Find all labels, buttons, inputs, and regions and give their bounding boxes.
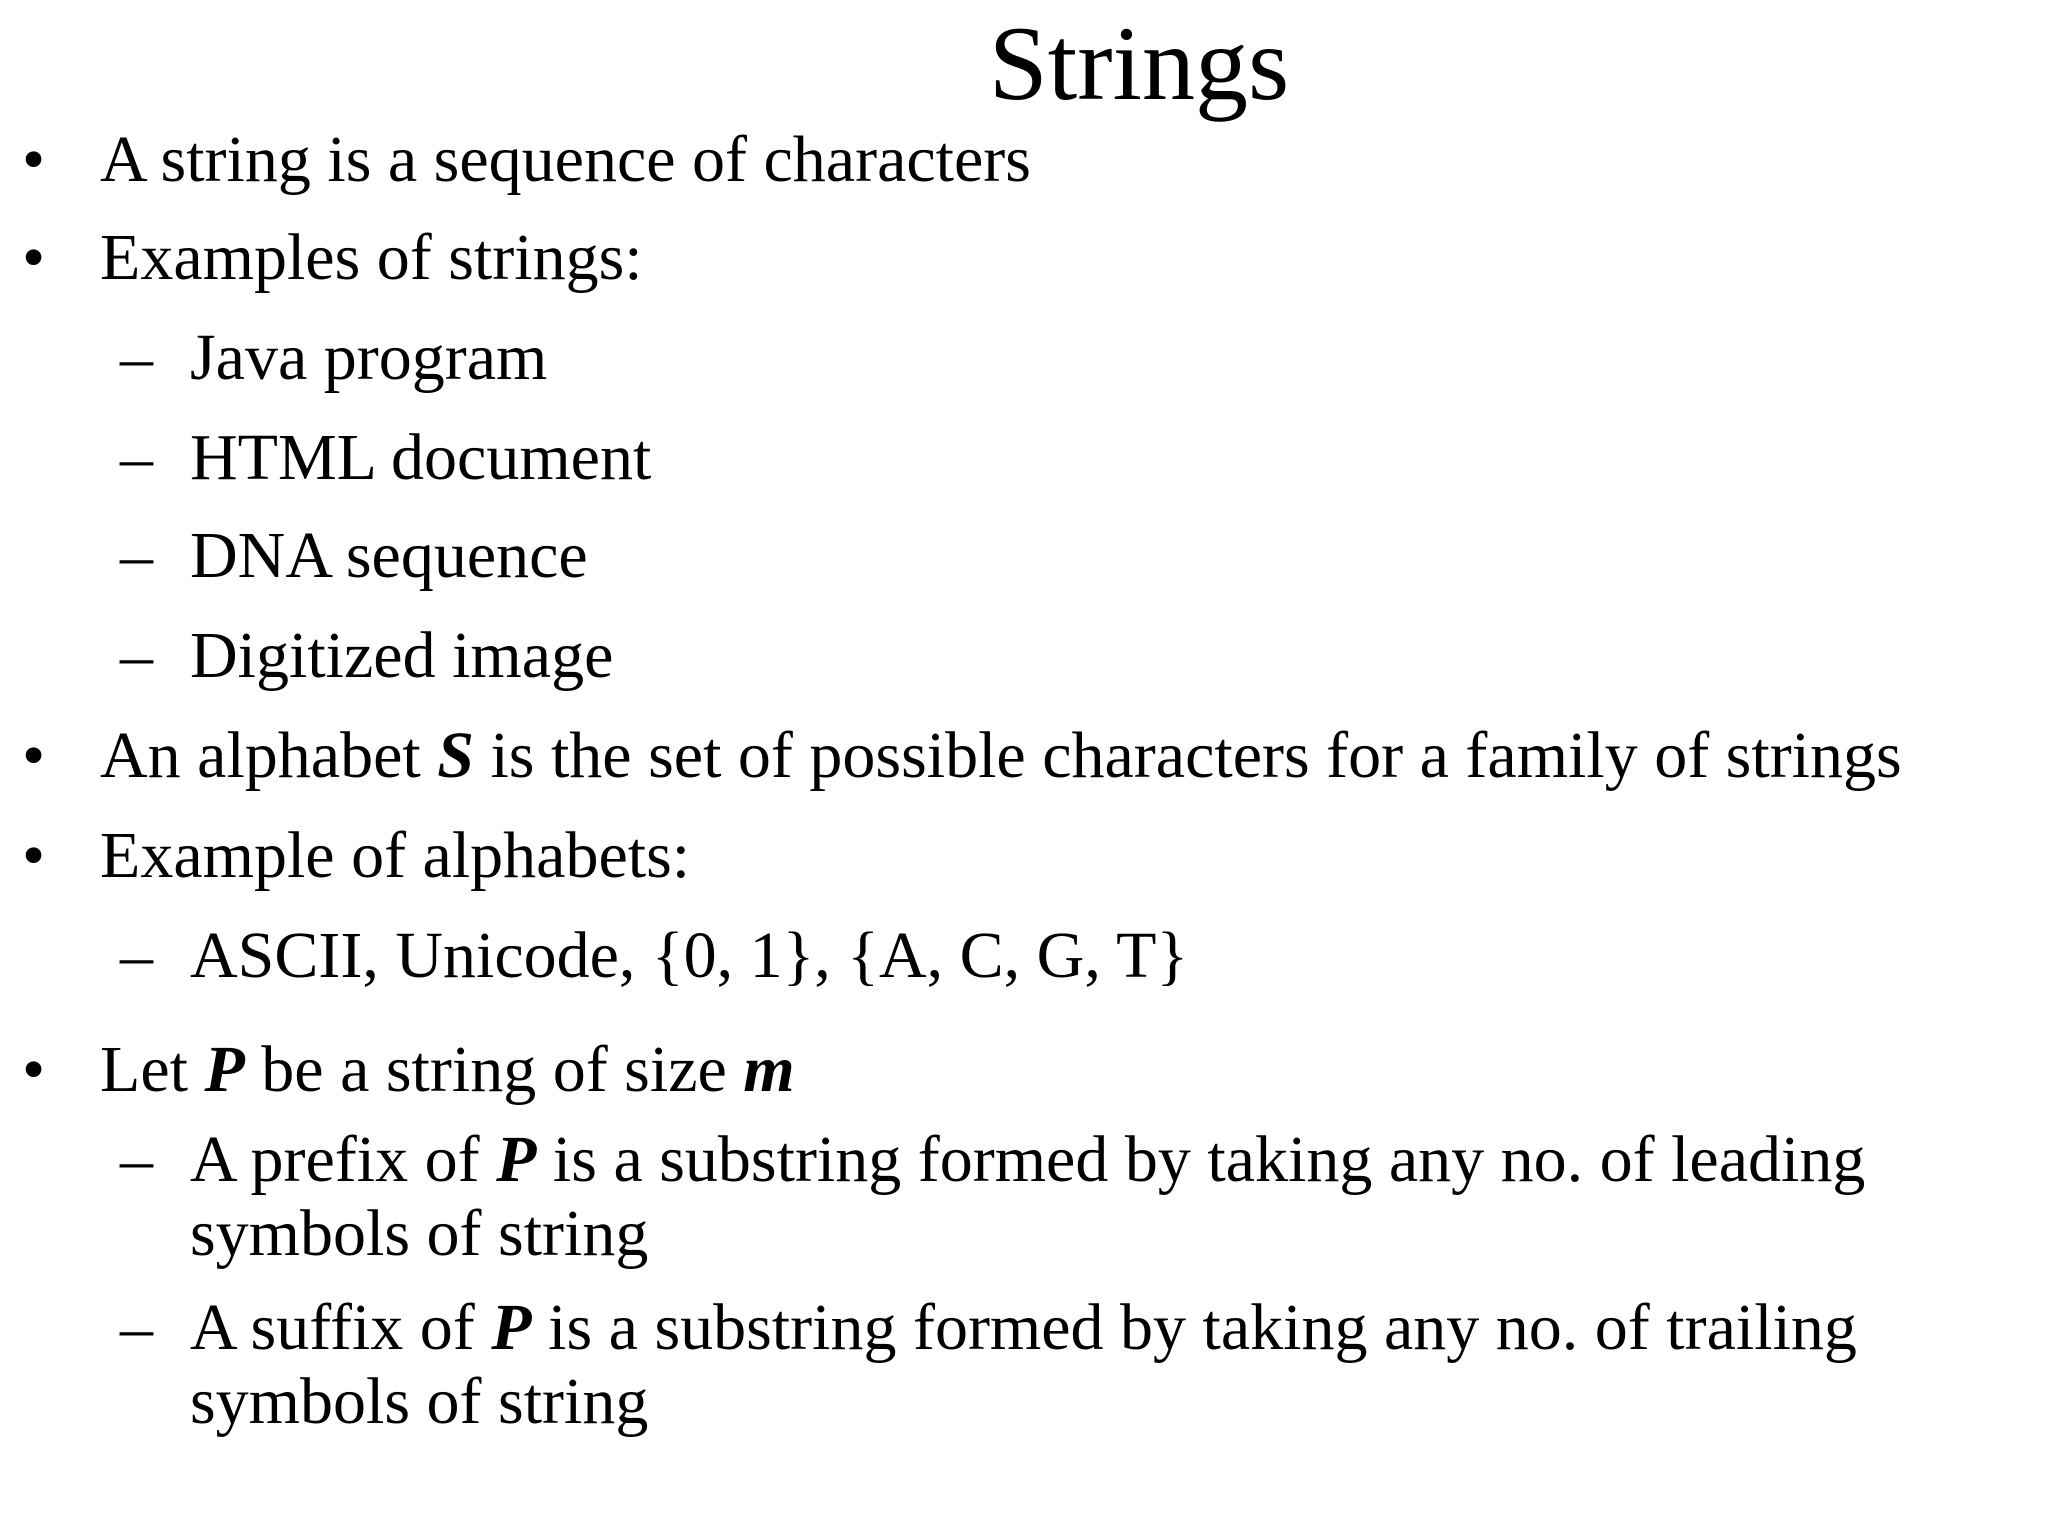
dash-marker: – [120, 619, 153, 692]
text-segment: be a string of size [244, 1033, 744, 1106]
text-segment: is the set of possible characters for a family of strings [473, 719, 1902, 792]
symbol-m: m [743, 1033, 795, 1106]
dash-marker: – [120, 421, 153, 494]
bullet-marker: • [22, 221, 46, 294]
subitem-suffix-continuation: symbols of string [190, 1365, 649, 1438]
text-segment: A suffix of [190, 1291, 492, 1364]
subitem-html-document: HTML document [190, 421, 652, 494]
bullet-examples-of-strings: Examples of strings: [100, 221, 643, 294]
dash-marker: – [120, 519, 153, 592]
alphabet-symbol: S [437, 719, 474, 792]
text-segment: A prefix of [190, 1123, 497, 1196]
symbol-p: P [204, 1033, 245, 1106]
symbol-p: P [491, 1291, 532, 1364]
text-segment: An alphabet [100, 719, 438, 792]
symbol-p: P [496, 1123, 537, 1196]
slide-title: Strings [988, 5, 1290, 122]
bullet-string-definition: A string is a sequence of characters [100, 123, 1031, 196]
text-segment: is a substring formed by taking any no. of trailing [531, 1291, 1857, 1364]
bullet-let-p [100, 1032, 795, 1108]
bullet-marker: • [22, 719, 46, 792]
subitem-dna-sequence: DNA sequence [190, 519, 588, 592]
bullet-example-of-alphabets: Example of alphabets: [100, 819, 691, 892]
text-segment: is a substring formed by taking any no. of leading [536, 1123, 1866, 1196]
text-segment: Let [100, 1033, 205, 1106]
subitem-prefix [190, 1122, 1865, 1198]
bullet-marker: • [22, 1033, 46, 1106]
bullet-marker: • [22, 819, 46, 892]
subitem-digitized-image: Digitized image [190, 619, 614, 692]
dash-marker: – [120, 1291, 153, 1364]
subitem-suffix [190, 1290, 1857, 1366]
subitem-java-program: Java program [190, 321, 548, 394]
dash-marker: – [120, 1123, 153, 1196]
bullet-alphabet-definition [100, 718, 1902, 794]
bullet-marker: • [22, 123, 46, 196]
subitem-alphabet-examples: ASCII, Unicode, {0, 1}, {A, C, G, T} [190, 919, 1189, 992]
dash-marker: – [120, 919, 153, 992]
subitem-prefix-continuation: symbols of string [190, 1197, 649, 1270]
dash-marker: – [120, 321, 153, 394]
